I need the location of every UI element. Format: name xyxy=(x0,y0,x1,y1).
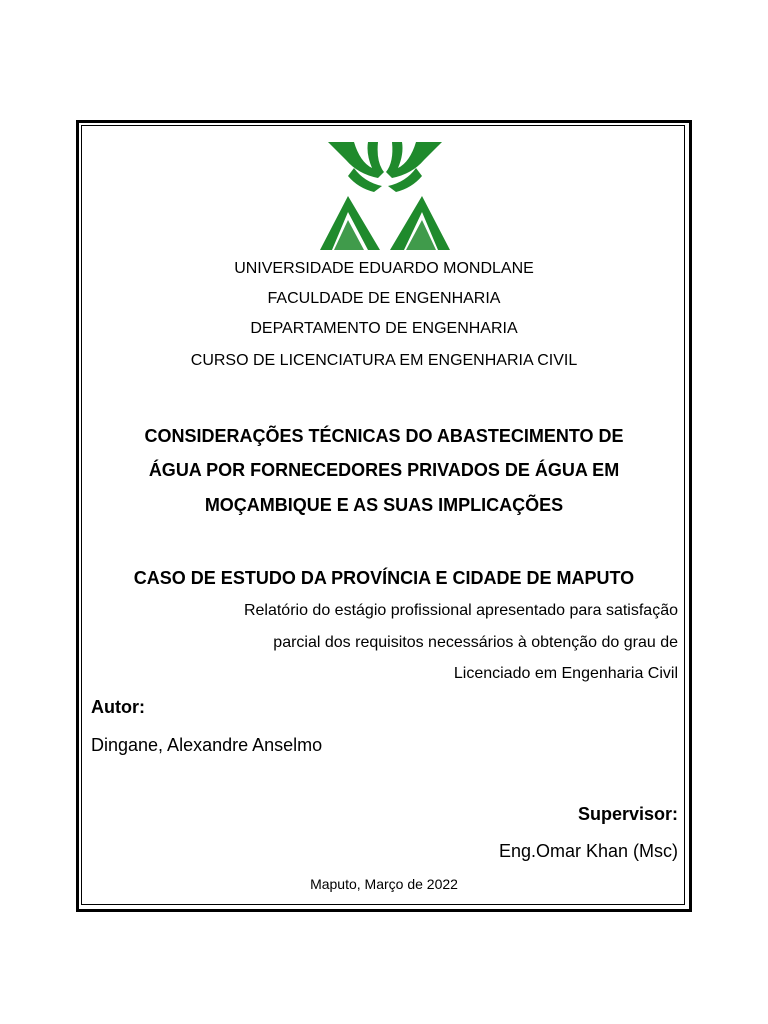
description-line-3: Licenciado em Engenharia Civil xyxy=(453,665,678,682)
supervisor-name: Eng.Omar Khan (Msc) xyxy=(498,841,678,861)
place-date: Maputo, Março de 2022 xyxy=(310,876,458,892)
course-name: CURSO DE LICENCIATURA EM ENGENHARIA CIVIL xyxy=(190,352,578,369)
author-label: Autor: xyxy=(91,697,145,717)
description-line-2: parcial dos requisitos necessários à obtenção do grau de xyxy=(273,634,678,651)
university-name: UNIVERSIDADE EDUARDO MONDLANE xyxy=(234,260,534,277)
faculty-name: FACULDADE DE ENGENHARIA xyxy=(267,290,501,307)
description-line-1: Relatório do estágio profissional apresentado para satisfação xyxy=(243,602,678,619)
department-name: DEPARTAMENTO DE ENGENHARIA xyxy=(250,320,518,337)
report-title-line-1: CONSIDERAÇÕES TÉCNICAS DO ABASTECIMENTO DE xyxy=(144,426,624,446)
university-emblem-icon xyxy=(318,132,452,252)
report-title-line-2: ÁGUA POR FORNECEDORES PRIVADOS DE ÁGUA EM xyxy=(148,460,620,480)
author-name: Dingane, Alexandre Anselmo xyxy=(91,735,323,755)
report-title-line-3: MOÇAMBIQUE E AS SUAS IMPLICAÇÕES xyxy=(204,495,564,515)
report-subtitle: CASO DE ESTUDO DA PROVÍNCIA E CIDADE DE MAPUTO xyxy=(133,568,635,588)
supervisor-label: Supervisor: xyxy=(577,804,678,824)
